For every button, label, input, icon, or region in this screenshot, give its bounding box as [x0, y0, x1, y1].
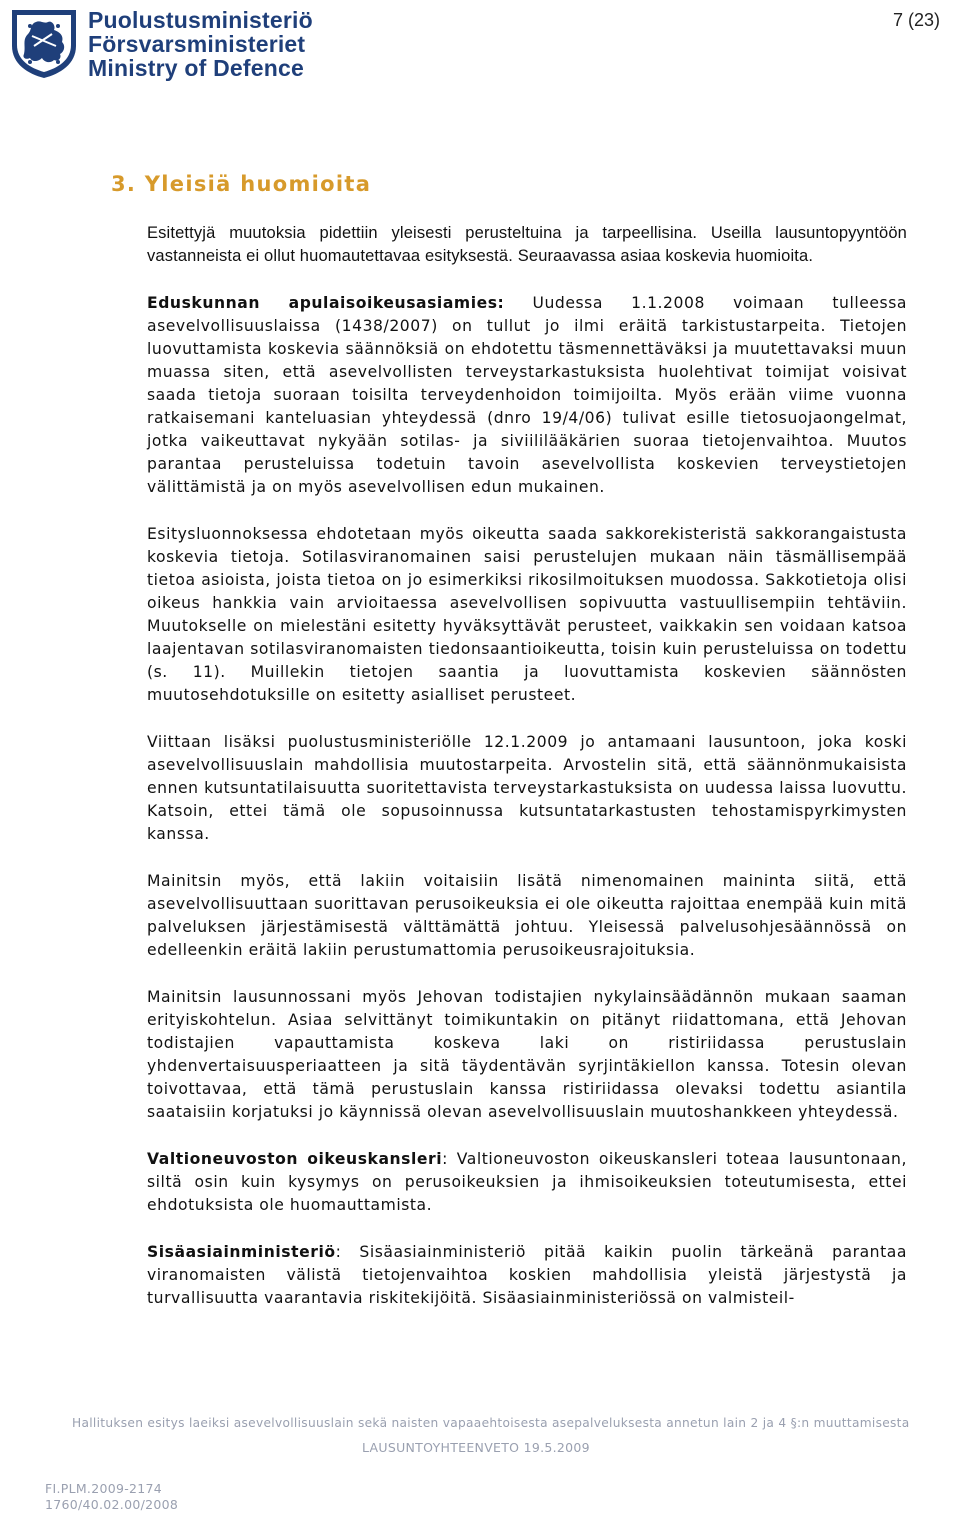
- document-body: [147, 222, 907, 1334]
- paragraph-text: Viittaan lisäksi puolustusministeriölle 12.1.2009 jo antamaani lausuntoon, joka koski asevelvollisuuslain mahdollisia muutostarpeita. Arvostelin sitä, että säännönmukaisista ennen kutsuntatilaisuutta suoritettavista terveystarkastuksista on uudessa laissa luovuttu. Katsoin, ettei tämä ole sopusoinnussa kutsuntatarkastusten tehostamispyrkimysten kanssa.: [147, 733, 907, 843]
- paragraph-text: Uudessa 1.1.2008 voimaan tulleessa asevelvollisuuslaissa (1438/2007) on tullut jo ilmi eräitä tarkistustarpeita. Tietojen luovuttamista koskevia säännöksiä on ehdotettu täsmennettäväksi ja muutettavaksi muun muassa siten, että asevelvollisten terveystarkastuksista huolehtivat toimijat voisivat saada tietoja suoraan toisilta terveydenhoidon toimijoilta. Myös erään viime vuonna ratkaisemani kanteluasian yhteydessä (dnro 19/4/06) tulivat esille tietosuojaongelmat, jotka vaikeuttavat nykyään sotilas- ja siviililääkärien suoraa tietojenvaihtoa. Muutos parantaa perusteluissa todetuin tavoin asevelvollista koskevien terveystietojen välittämistä ja on myös asevelvollisen edun mukainen.: [147, 294, 907, 496]
- paragraph-text: : Valtioneuvoston oikeuskansleri toteaa lausuntonaan, siltä osin kuin kysymys on perusoikeuksien ja ihmisoikeuksien toteutumisesta, ettei ehdotuksista ole huomauttamista.: [147, 1150, 908, 1214]
- section-heading: 3. Yleisiä huomioita: [111, 172, 372, 196]
- ministry-name-en: Ministry of Defence: [88, 55, 304, 81]
- lion-crest-icon: [8, 6, 80, 80]
- paragraph-fundamental-rights: [147, 870, 907, 962]
- footer-summary-date: LAUSUNTOYHTEENVETO 19.5.2009: [362, 1440, 590, 1455]
- ministry-names: [88, 8, 313, 80]
- ministry-name-sv: Försvarsministeriet: [88, 31, 306, 57]
- paragraph-jehovahs-witnesses: [147, 986, 907, 1124]
- paragraph-general: [147, 222, 907, 268]
- paragraph-lead: Eduskunnan apulaisoikeusasiamies:: [147, 294, 505, 312]
- ministry-name-fi: Puolustusministeriö: [88, 7, 313, 33]
- paragraph-lead: Sisäasiainministeriö: [147, 1243, 336, 1261]
- paragraph-ministry-of-interior: [147, 1241, 907, 1310]
- footer-title: Hallituksen esitys laeiksi asevelvollisuuslain sekä naisten vapaaehtoisesta asepalveluksesta annetun lain 2 ja 4 §:n muuttamisesta: [72, 1416, 910, 1430]
- paragraph-chancellor-of-justice: [147, 1148, 907, 1217]
- paragraph-text: : Sisäasiainministeriö pitää kaikin puolin tärkeänä parantaa viranomaisten välistä tietojenvaihtoa koskien mahdollisia yleistä järjestystä ja turvallisuutta vaarantavia riskitekijöitä. Sisäasiainministeriössä on valmisteil-: [147, 1243, 907, 1307]
- paragraph-text: Mainitsin lausunnossani myös Jehovan todistajien nykylainsäädännön mukaan saaman erityiskohtelun. Asiaa selvittänyt toimikuntakin on pitänyt riidattomana, että Jehovan todistajien vapauttamista koskeva laki on ristiriidassa perustuslain yhdenvertaisuusperiaatteen ja sitä täydentävän syrjintäkiellon kanssa. Totesin olevan toivottavaa, että tämä perustuslain kanssa ristiriidassa olevaksi todettu asiantila saataisiin korjatuksi jo käynnissä olevan asevelvollisuuslain muutoshankkeen yhteydessä.: [147, 988, 907, 1121]
- document-code: FI.PLM.2009-2174: [45, 1481, 163, 1496]
- document-code: 1760/40.02.00/2008: [45, 1497, 179, 1512]
- document-codes: [45, 1481, 178, 1513]
- paragraph-deputy-ombudsman: [147, 292, 907, 499]
- paragraph-text: Esitysluonnoksessa ehdotetaan myös oikeutta saada sakkorekisteristä sakkorangaistusta koskevia tietoja. Sotilasviranomainen saisi perustelujen mukaan näin täsmällisempää tietoa asioista, joista tietoa on jo esimerkiksi rikosilmoituksen muodossa. Sakkotietoja olisi oikeus hankkia vain arvioitaessa asevelvollisen sopivuutta vastuullisempiin tehtäviin. Muutokselle on mielestäni esitetty hyväksyttävät perusteet, vaikkakin sen voidaan katsoa laajentavan sotilasviranomaisten tiedonsaantioikeutta, toisin kuin perusteluissa on todettu (s. 11). Muillekin tietojen saantia ja luovuttamista koskevien säännösten muutosehdotuksille on esitetty asialliset perusteet.: [147, 525, 907, 704]
- paragraph-lead: Valtioneuvoston oikeuskansleri: [147, 1150, 443, 1168]
- paragraph-earlier-statement: [147, 731, 907, 846]
- paragraph-text: Esitettyjä muutoksia pidettiin yleisesti perusteltuina ja tarpeellisina. Useilla lausuntopyyntöön vastanneista ei ollut huomautettavaa esityksestä. Seuraavassa asiaa koskevia huomioita.: [147, 224, 907, 265]
- ministry-logo: [8, 6, 368, 80]
- page-number: 7 (23): [892, 10, 940, 30]
- paragraph-fine-register: [147, 523, 907, 707]
- paragraph-text: Mainitsin myös, että lakiin voitaisiin lisätä nimenomainen maininta siitä, että asevelvollisuuttaan suorittavan perusoikeuksia ei ole oikeutta rajoittaa enempää kuin mitä palveluksen järjestämisestä välttämättä johtuu. Yleisessä palvelusohjesäännössä on edelleenkin eräitä lakiin perustumattomia perusoikeusrajoituksia.: [147, 872, 907, 959]
